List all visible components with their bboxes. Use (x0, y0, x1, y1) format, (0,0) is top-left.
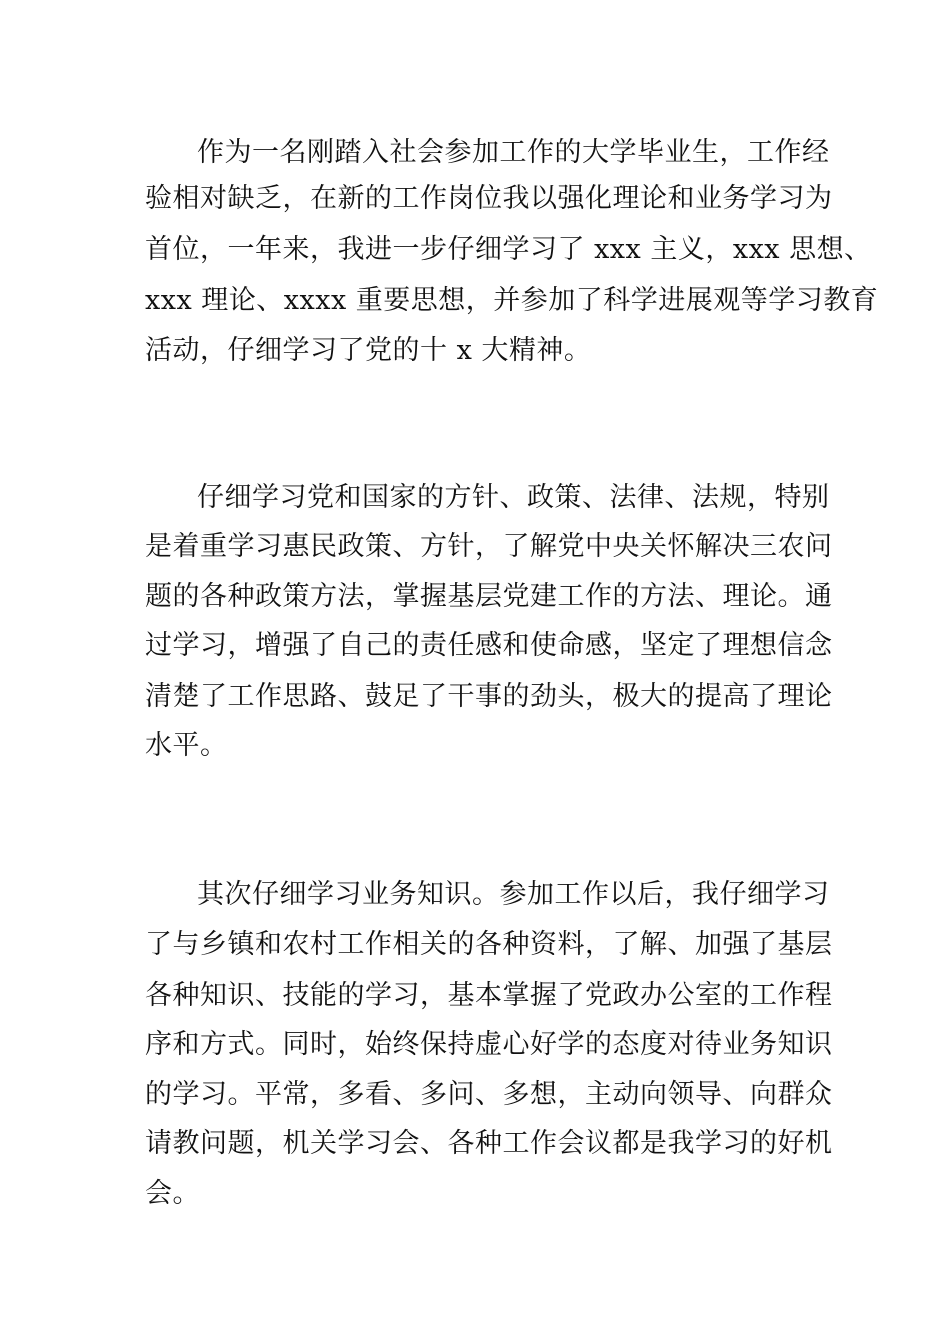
paragraph-line: 是着重学习惠民政策、方针，了解党中央关怀解决三农问 (145, 531, 833, 562)
paragraph-line: 首位，一年来，我进一步仔细学习了 xxx 主义，xxx 思想、 (145, 234, 872, 265)
paragraph-line: 会。 (145, 1178, 200, 1209)
paragraph-line: 各种知识、技能的学习，基本掌握了党政办公室的工作程 (145, 980, 833, 1011)
paragraph-line: 作为一名刚踏入社会参加工作的大学毕业生，工作经 (197, 137, 830, 168)
paragraph-line: 序和方式。同时，始终保持虚心好学的态度对待业务知识 (145, 1029, 833, 1060)
paragraph-line: 的学习。平常，多看、多问、多想，主动向领导、向群众 (145, 1079, 833, 1110)
paragraph-line: 其次仔细学习业务知识。参加工作以后，我仔细学习 (197, 879, 830, 910)
paragraph-line: 过学习，增强了自己的责任感和使命感，坚定了理想信念 (145, 630, 833, 661)
paragraph-line: 了与乡镇和农村工作相关的各种资料，了解、加强了基层 (145, 929, 833, 960)
paragraph-line: 仔细学习党和国家的方针、政策、法律、法规，特别 (197, 482, 830, 513)
paragraph-line: 活动，仔细学习了党的十 x 大精神。 (145, 335, 592, 366)
paragraph-line: xxx 理论、xxxx 重要思想，并参加了科学进展观等学习教育 (145, 285, 879, 316)
paragraph-line: 题的各种政策方法，掌握基层党建工作的方法、理论。通 (145, 581, 833, 612)
paragraph-line: 请教问题，机关学习会、各种工作会议都是我学习的好机 (145, 1128, 833, 1159)
paragraph-line: 验相对缺乏，在新的工作岗位我以强化理论和业务学习为 (145, 183, 833, 214)
paragraph-line: 清楚了工作思路、鼓足了干事的劲头，极大的提高了理论 (145, 681, 833, 712)
paragraph-line: 水平。 (145, 730, 228, 761)
